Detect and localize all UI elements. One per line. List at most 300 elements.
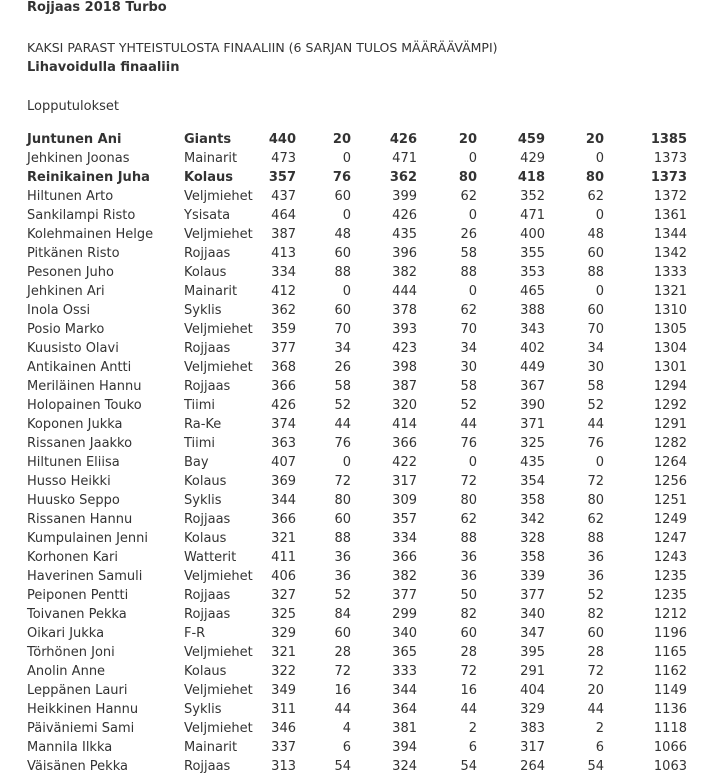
club-name: Veljmiehet [184,683,253,698]
series2-bonus: 0 [468,208,477,223]
series3-score: 429 [520,151,545,166]
total-score: 1361 [653,208,687,223]
result-row [0,510,715,529]
series1-bonus: 34 [334,341,351,356]
series3-score: 342 [520,512,545,527]
total-score: 1063 [653,759,687,774]
result-row [0,624,715,643]
result-row [0,358,715,377]
series2-score: 324 [392,759,417,774]
series2-score: 340 [392,626,417,641]
series2-score: 414 [392,417,417,432]
series2-bonus: 58 [460,246,477,261]
series3-bonus: 60 [587,626,604,641]
series2-bonus: 72 [460,474,477,489]
player-name: Pitkänen Risto [27,246,120,261]
club-name: Ysisata [184,208,231,223]
total-score: 1243 [653,550,687,565]
total-score: 1212 [653,607,687,622]
player-name: Heikkinen Hannu [27,702,139,717]
series1-score: 369 [271,474,296,489]
club-name: Veljmiehet [184,569,253,584]
series1-score: 327 [271,588,296,603]
player-name: Törhönen Joni [27,645,115,660]
series1-bonus: 4 [342,721,351,736]
total-score: 1385 [650,132,687,147]
series1-score: 329 [271,626,296,641]
result-row [0,149,715,168]
series2-bonus: 0 [468,284,477,299]
series1-score: 322 [271,664,296,679]
total-score: 1291 [653,417,687,432]
series2-score: 382 [392,265,417,280]
result-row [0,130,715,149]
player-name: Hiltunen Arto [27,189,114,204]
series3-bonus: 28 [587,645,604,660]
series2-bonus: 30 [460,360,477,375]
series2-bonus: 82 [460,607,477,622]
total-score: 1247 [653,531,687,546]
series3-score: 358 [520,493,545,508]
player-name: Korhonen Kari [27,550,118,565]
result-row [0,225,715,244]
total-score: 1251 [653,493,687,508]
series2-score: 435 [392,227,417,242]
series2-score: 317 [392,474,417,489]
result-row [0,206,715,225]
club-name: Veljmiehet [184,227,253,242]
series1-score: 337 [271,740,296,755]
series2-score: 378 [392,303,417,318]
series2-score: 309 [392,493,417,508]
series1-bonus: 52 [334,398,351,413]
series2-score: 444 [392,284,417,299]
club-name: Rojjaas [184,379,231,394]
series2-score: 365 [392,645,417,660]
series2-bonus: 6 [468,740,477,755]
series1-score: 366 [271,512,296,527]
series2-bonus: 36 [460,550,477,565]
total-score: 1196 [653,626,687,641]
series1-score: 413 [271,246,296,261]
bold-legend: Lihavoidulla finaaliin [27,60,180,75]
series3-bonus: 72 [587,474,604,489]
series2-score: 377 [392,588,417,603]
series1-score: 464 [271,208,296,223]
series3-bonus: 6 [595,740,604,755]
result-row [0,453,715,472]
club-name: Rojjaas [184,588,231,603]
series3-bonus: 88 [587,265,604,280]
series3-score: 353 [520,265,545,280]
series3-bonus: 60 [587,303,604,318]
series3-score: 358 [520,550,545,565]
series3-bonus: 76 [587,436,604,451]
total-score: 1165 [653,645,687,660]
total-score: 1292 [653,398,687,413]
result-row [0,472,715,491]
series2-score: 344 [392,683,417,698]
series3-score: 395 [520,645,545,660]
club-name: Rojjaas [184,246,231,261]
series1-bonus: 44 [334,702,351,717]
player-name: Peiponen Pentti [27,588,129,603]
total-score: 1294 [653,379,687,394]
result-row [0,738,715,757]
series3-bonus: 70 [587,322,604,337]
result-row [0,244,715,263]
series3-bonus: 52 [587,398,604,413]
result-row [0,605,715,624]
series2-bonus: 0 [468,455,477,470]
player-name: Oikari Jukka [27,626,105,641]
player-name: Antikainen Antti [27,360,132,375]
series3-score: 264 [520,759,545,774]
series3-bonus: 62 [587,189,604,204]
series3-bonus: 80 [587,493,604,508]
series3-score: 404 [520,683,545,698]
series3-bonus: 2 [595,721,604,736]
series1-score: 334 [271,265,296,280]
series1-bonus: 0 [342,284,351,299]
player-name: Inola Ossi [27,303,91,318]
series3-bonus: 0 [595,284,604,299]
result-row [0,377,715,396]
series1-bonus: 44 [334,417,351,432]
club-name: Veljmiehet [184,189,253,204]
result-row [0,339,715,358]
total-score: 1136 [653,702,687,717]
club-name: Watterit [184,550,237,565]
series1-bonus: 0 [342,208,351,223]
series3-score: 325 [520,436,545,451]
total-score: 1118 [653,721,687,736]
club-name: Veljmiehet [184,721,253,736]
result-row [0,567,715,586]
series1-score: 407 [271,455,296,470]
series3-bonus: 20 [587,683,604,698]
series3-score: 367 [520,379,545,394]
series3-score: 383 [520,721,545,736]
result-row [0,681,715,700]
series2-bonus: 62 [460,189,477,204]
series1-bonus: 60 [334,512,351,527]
club-name: Tiimi [184,436,216,451]
player-name: Holopainen Touko [27,398,142,413]
series3-bonus: 0 [595,208,604,223]
series3-bonus: 0 [595,455,604,470]
player-name: Rissanen Hannu [27,512,133,527]
series2-bonus: 80 [458,170,477,185]
series3-score: 317 [520,740,545,755]
series2-score: 426 [392,208,417,223]
result-row [0,415,715,434]
series1-bonus: 58 [334,379,351,394]
total-score: 1256 [653,474,687,489]
total-score: 1282 [653,436,687,451]
series2-bonus: 28 [460,645,477,660]
series1-bonus: 36 [334,569,351,584]
series2-bonus: 50 [460,588,477,603]
series2-score: 426 [389,132,417,147]
series1-score: 363 [271,436,296,451]
series3-bonus: 52 [587,588,604,603]
series2-score: 382 [392,569,417,584]
series1-bonus: 88 [334,531,351,546]
player-name: Meriläinen Hannu [27,379,142,394]
series3-bonus: 62 [587,512,604,527]
series3-bonus: 0 [595,151,604,166]
series3-score: 435 [520,455,545,470]
club-name: Syklis [184,702,222,717]
series1-bonus: 88 [334,265,351,280]
club-name: Kolaus [184,170,233,185]
series2-score: 362 [389,170,417,185]
player-name: Sankilampi Risto [27,208,136,223]
series3-bonus: 58 [587,379,604,394]
series3-score: 465 [520,284,545,299]
series2-bonus: 88 [460,265,477,280]
series1-score: 412 [271,284,296,299]
club-name: Bay [184,455,209,470]
series2-bonus: 52 [460,398,477,413]
series1-bonus: 60 [334,246,351,261]
series2-score: 423 [392,341,417,356]
series2-bonus: 58 [460,379,477,394]
series2-score: 387 [392,379,417,394]
series1-score: 344 [271,493,296,508]
series2-bonus: 62 [460,512,477,527]
series1-bonus: 60 [334,626,351,641]
series1-score: 357 [268,170,296,185]
total-score: 1249 [653,512,687,527]
result-row [0,263,715,282]
series1-score: 321 [271,645,296,660]
series2-bonus: 80 [460,493,477,508]
series1-score: 325 [271,607,296,622]
series1-bonus: 6 [342,740,351,755]
club-name: Rojjaas [184,759,231,774]
player-name: Jehkinen Joonas [27,151,130,166]
series3-score: 377 [520,588,545,603]
player-name: Rissanen Jaakko [27,436,133,451]
series1-bonus: 48 [334,227,351,242]
series1-bonus: 0 [342,151,351,166]
qualification-rule: KAKSI PARAST YHTEISTULOSTA FINAALIIN (6 SARJAN TULOS MÄÄRÄÄVÄMPI) [27,40,498,55]
club-name: Veljmiehet [184,360,253,375]
series1-score: 377 [271,341,296,356]
total-score: 1162 [653,664,687,679]
series2-score: 393 [392,322,417,337]
series2-score: 398 [392,360,417,375]
series2-bonus: 70 [460,322,477,337]
series3-bonus: 44 [587,702,604,717]
club-name: Rojjaas [184,341,231,356]
page-title: Rojjaas 2018 Turbo [27,0,167,15]
series2-bonus: 60 [460,626,477,641]
total-score: 1149 [653,683,687,698]
total-score: 1066 [653,740,687,755]
series1-bonus: 20 [332,132,351,147]
club-name: Rojjaas [184,512,231,527]
total-score: 1372 [653,189,687,204]
series1-score: 359 [271,322,296,337]
series2-bonus: 16 [460,683,477,698]
result-row [0,529,715,548]
series3-score: 400 [520,227,545,242]
club-name: Rojjaas [184,607,231,622]
series2-score: 471 [392,151,417,166]
series3-score: 371 [520,417,545,432]
series1-bonus: 84 [334,607,351,622]
series3-score: 471 [520,208,545,223]
series1-bonus: 0 [342,455,351,470]
series1-score: 349 [271,683,296,698]
series1-score: 374 [271,417,296,432]
total-score: 1373 [653,151,687,166]
player-name: Toivanen Pekka [27,607,127,622]
series1-bonus: 80 [334,493,351,508]
result-row [0,700,715,719]
club-name: Kolaus [184,531,227,546]
series2-bonus: 44 [460,702,477,717]
player-name: Kumpulainen Jenni [27,531,148,546]
series3-bonus: 36 [587,569,604,584]
series3-bonus: 60 [587,246,604,261]
total-score: 1235 [653,588,687,603]
series1-score: 411 [271,550,296,565]
total-score: 1310 [653,303,687,318]
series3-bonus: 48 [587,227,604,242]
series2-score: 333 [392,664,417,679]
series1-score: 366 [271,379,296,394]
series3-bonus: 88 [587,531,604,546]
series2-bonus: 44 [460,417,477,432]
series1-score: 368 [271,360,296,375]
series1-score: 313 [271,759,296,774]
series3-score: 343 [520,322,545,337]
series1-bonus: 72 [334,474,351,489]
series1-bonus: 70 [334,322,351,337]
club-name: Tiimi [184,398,216,413]
series2-score: 334 [392,531,417,546]
result-row [0,586,715,605]
player-name: Pesonen Juho [27,265,114,280]
player-name: Leppänen Lauri [27,683,128,698]
series3-score: 340 [520,607,545,622]
series2-bonus: 76 [460,436,477,451]
results-table [0,130,715,776]
series2-score: 320 [392,398,417,413]
player-name: Kolehmainen Helge [27,227,154,242]
series2-score: 399 [392,189,417,204]
series2-bonus: 2 [468,721,477,736]
series3-bonus: 34 [587,341,604,356]
series2-bonus: 54 [460,759,477,774]
club-name: Kolaus [184,474,227,489]
total-score: 1344 [653,227,687,242]
series1-score: 321 [271,531,296,546]
result-row [0,301,715,320]
series1-bonus: 76 [332,170,351,185]
series2-score: 394 [392,740,417,755]
series2-bonus: 62 [460,303,477,318]
club-name: Ra-Ke [184,417,222,432]
series3-bonus: 36 [587,550,604,565]
series3-score: 329 [520,702,545,717]
total-score: 1304 [653,341,687,356]
series3-score: 418 [517,170,545,185]
series3-bonus: 44 [587,417,604,432]
player-name: Reinikainen Juha [27,170,150,185]
club-name: Mainarit [184,740,238,755]
result-row [0,434,715,453]
series3-score: 328 [520,531,545,546]
series1-score: 346 [271,721,296,736]
section-label: Lopputulokset [27,99,120,114]
series1-score: 387 [271,227,296,242]
total-score: 1235 [653,569,687,584]
series3-bonus: 30 [587,360,604,375]
club-name: Veljmiehet [184,322,253,337]
series2-score: 366 [392,550,417,565]
series3-score: 355 [520,246,545,261]
series2-score: 357 [392,512,417,527]
series1-bonus: 72 [334,664,351,679]
series3-score: 291 [520,664,545,679]
club-name: Veljmiehet [184,645,253,660]
result-row [0,548,715,567]
series2-score: 299 [392,607,417,622]
total-score: 1305 [653,322,687,337]
series3-bonus: 82 [587,607,604,622]
series3-score: 390 [520,398,545,413]
club-name: Syklis [184,493,222,508]
series1-score: 437 [271,189,296,204]
series2-bonus: 0 [468,151,477,166]
player-name: Juntunen Ani [27,132,122,147]
series2-bonus: 36 [460,569,477,584]
series2-score: 366 [392,436,417,451]
player-name: Koponen Jukka [27,417,123,432]
total-score: 1333 [653,265,687,280]
total-score: 1342 [653,246,687,261]
series3-score: 449 [520,360,545,375]
series1-bonus: 36 [334,550,351,565]
club-name: Mainarit [184,151,238,166]
series2-bonus: 88 [460,531,477,546]
result-row [0,168,715,187]
series2-score: 422 [392,455,417,470]
series1-bonus: 54 [334,759,351,774]
player-name: Huusko Seppo [27,493,120,508]
club-name: Mainarit [184,284,238,299]
series1-score: 426 [271,398,296,413]
series3-score: 339 [520,569,545,584]
series2-score: 364 [392,702,417,717]
result-row [0,396,715,415]
series1-bonus: 28 [334,645,351,660]
result-row [0,187,715,206]
series1-score: 362 [271,303,296,318]
series1-score: 473 [271,151,296,166]
series3-bonus: 80 [585,170,604,185]
series1-bonus: 76 [334,436,351,451]
result-row [0,757,715,776]
result-row [0,643,715,662]
player-name: Mannila Ilkka [27,740,113,755]
series3-bonus: 54 [587,759,604,774]
